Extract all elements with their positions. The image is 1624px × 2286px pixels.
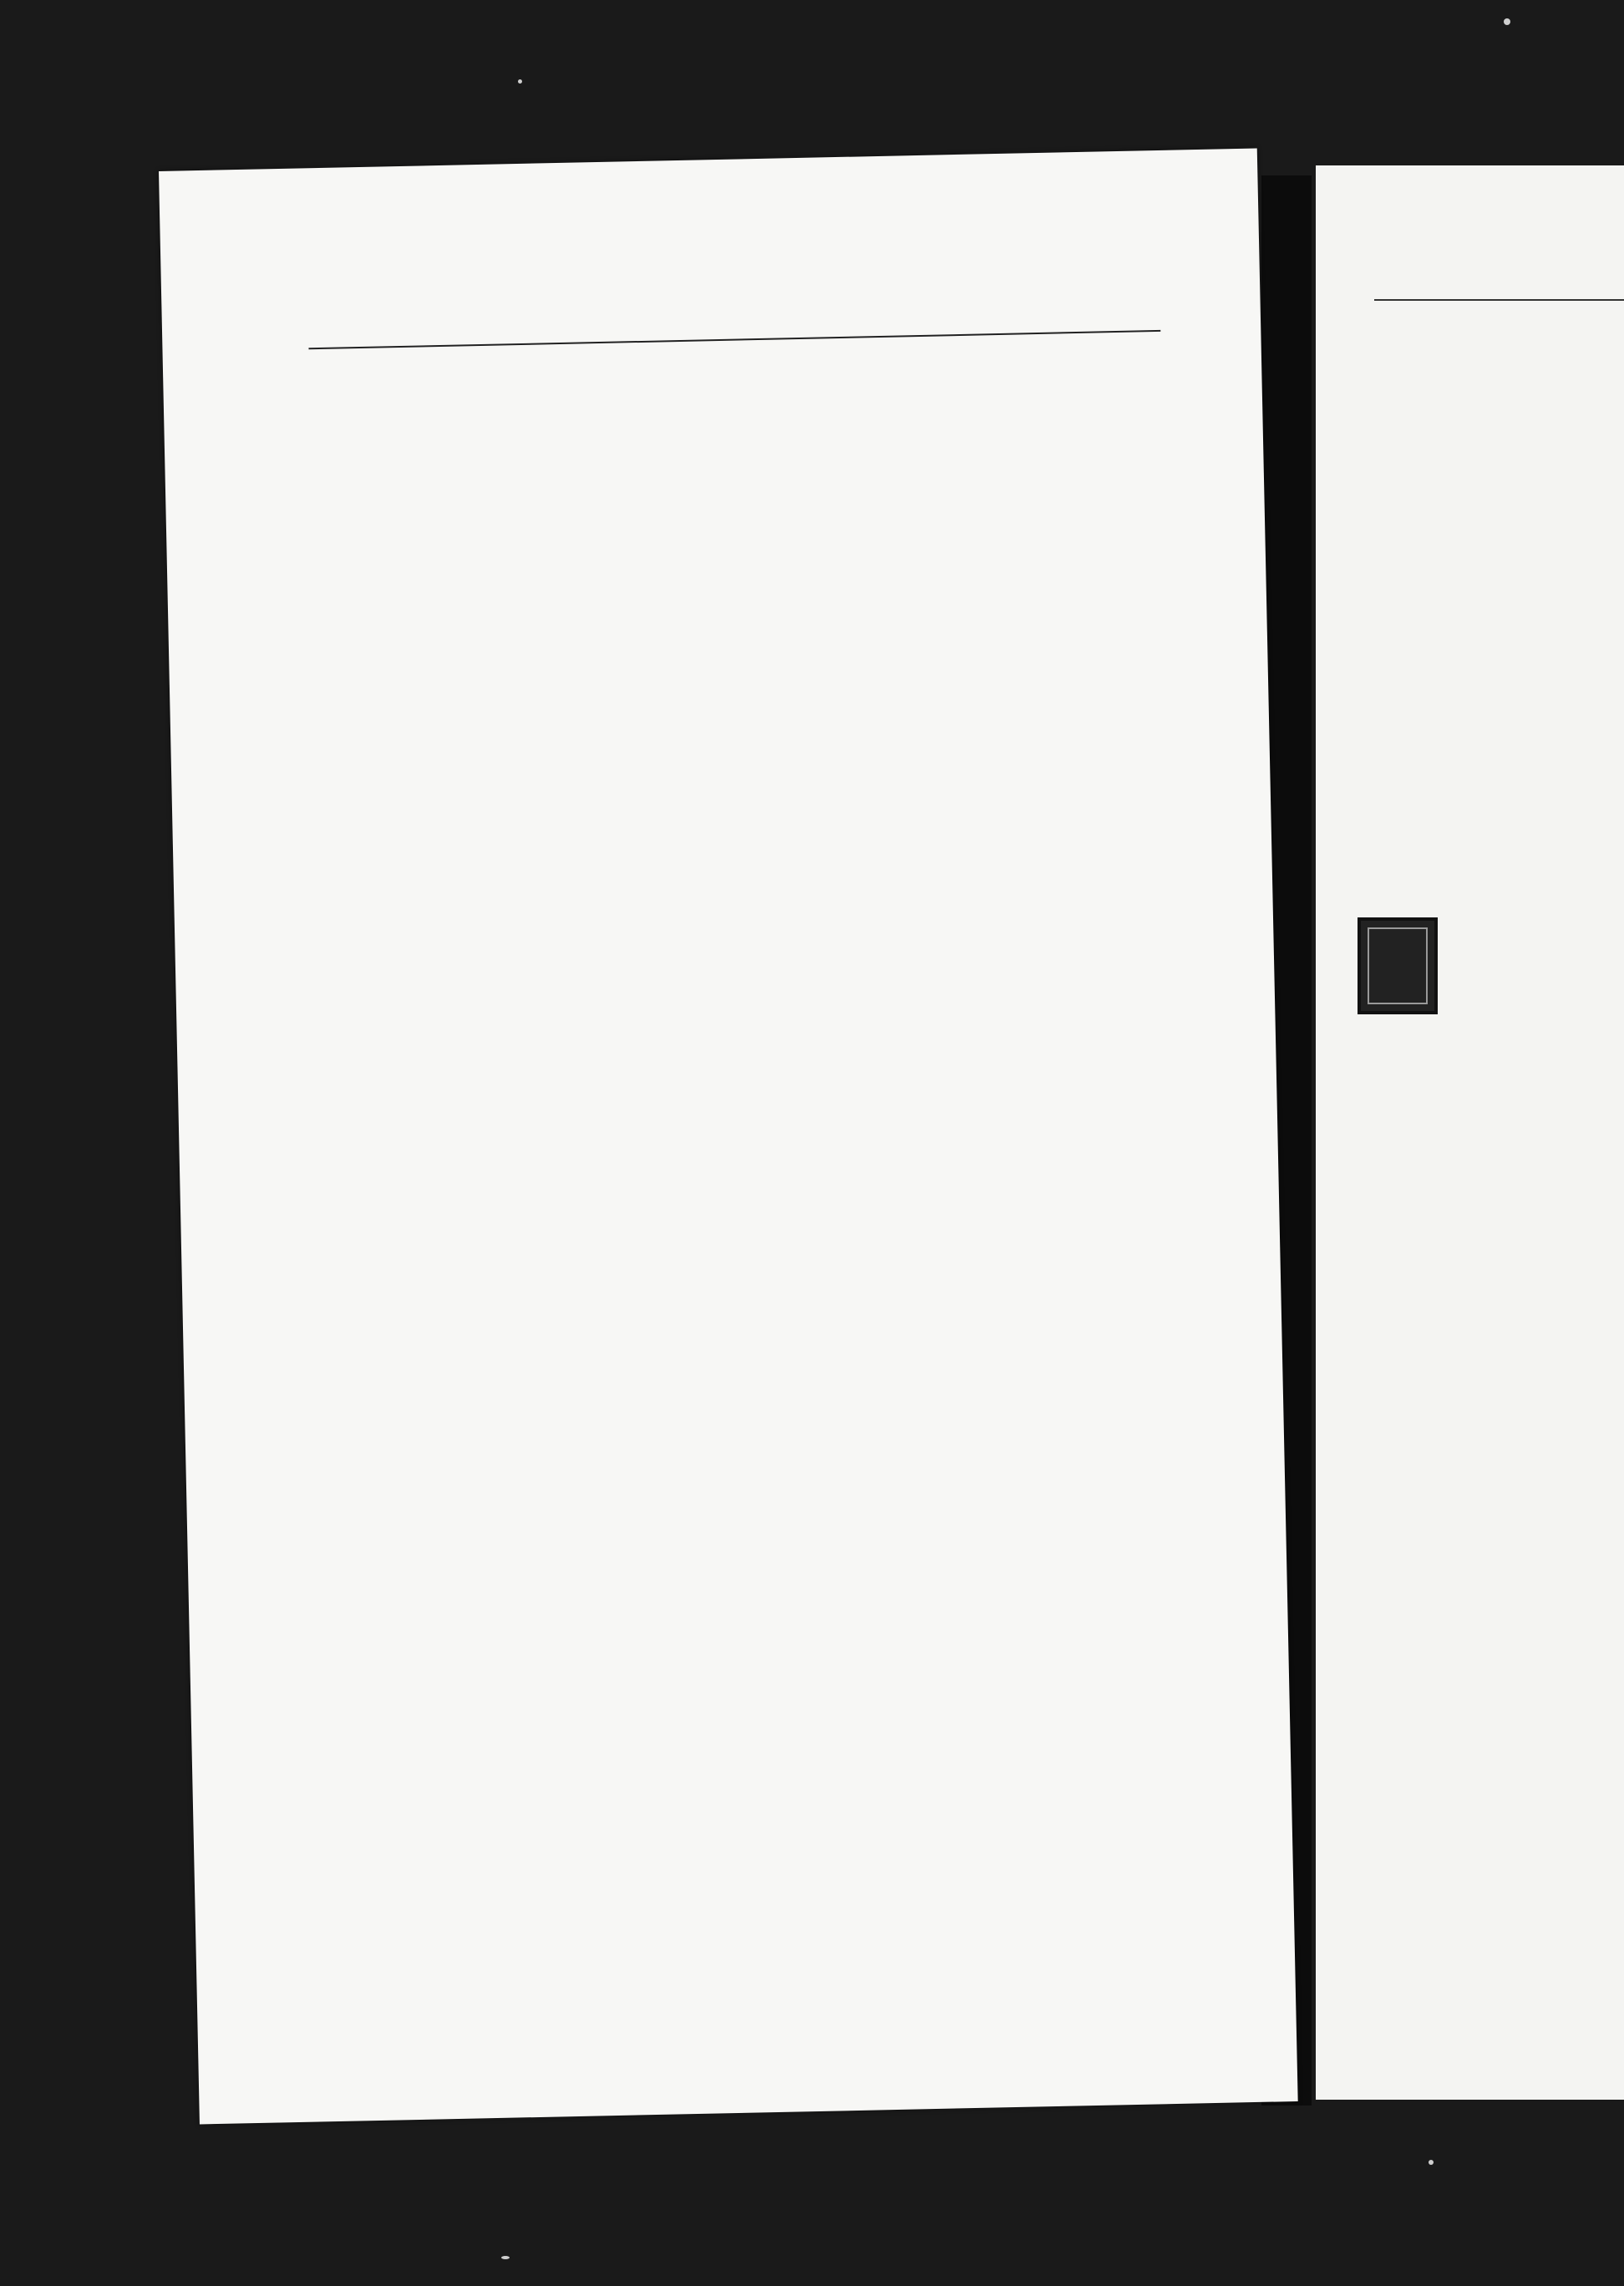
dropcap-letter	[1368, 927, 1428, 1004]
page-header	[307, 288, 1160, 349]
article-body	[320, 476, 1172, 512]
header-rule	[1374, 299, 1624, 301]
paragraph	[320, 476, 1172, 494]
asterism	[164, 397, 1262, 420]
decorative-initial	[1358, 917, 1438, 1014]
left-page	[159, 148, 1298, 2124]
paragraph	[321, 495, 1173, 512]
right-page	[1316, 165, 1624, 2100]
dust-speck	[1504, 18, 1510, 25]
dust-speck	[501, 2256, 510, 2259]
dust-speck	[518, 79, 522, 84]
dust-speck	[1429, 2160, 1434, 2165]
